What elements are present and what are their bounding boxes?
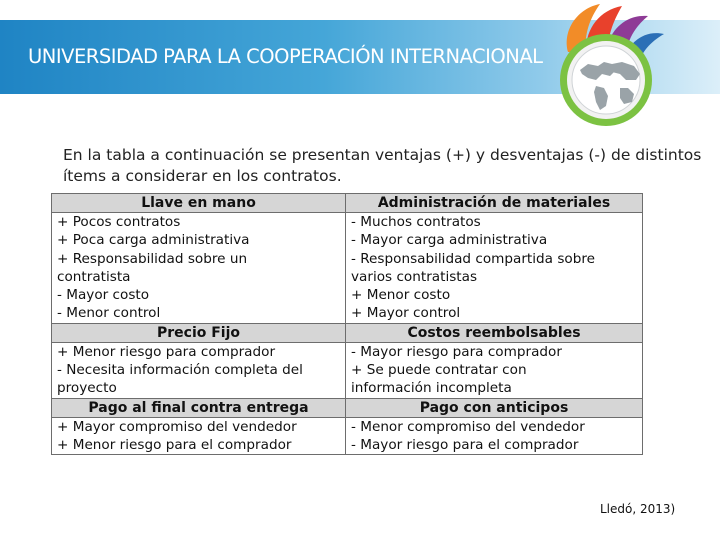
list-item: + Responsabilidad sobre un <box>57 250 248 267</box>
list-item: - Mayor costo <box>57 287 150 304</box>
table-header-cell: Precio Fijo <box>52 323 346 342</box>
list-item: + Menor costo <box>351 287 451 304</box>
list-item: + Menor riesgo para el comprador <box>57 436 292 453</box>
list-item: - Mayor carga administrativa <box>351 232 548 249</box>
list-item: varios contratistas <box>351 268 478 285</box>
table-header-row <box>52 398 643 417</box>
intro-paragraph: En la tabla a continuación se presentan ventajas (+) y desventajas (-) de distintos ítems a considerar en los contratos. <box>63 146 702 185</box>
list-item: - Menor control <box>57 305 161 322</box>
table-cell <box>346 417 643 455</box>
list-item: - Mayor riesgo para comprador <box>351 343 562 360</box>
table-cell <box>52 417 346 455</box>
list-item: + Menor riesgo para comprador <box>57 343 276 360</box>
list-item: - Muchos contratos <box>351 214 481 230</box>
list-item: - Necesita información completa del <box>57 362 303 379</box>
list-item: + Mayor compromiso del vendedor <box>57 418 297 435</box>
table-header-cell: Costos reembolsables <box>346 323 643 342</box>
list-item: + Poca carga administrativa <box>57 232 250 249</box>
table-header-row <box>52 323 643 342</box>
list-item: + Pocos contratos <box>57 214 181 230</box>
table-header-cell: Llave en mano <box>52 194 346 213</box>
university-logo-icon <box>540 0 670 140</box>
table-row <box>52 213 643 324</box>
list-item: contratista <box>57 268 131 285</box>
list-item: proyecto <box>57 380 117 397</box>
list-item: + Mayor control <box>351 305 461 322</box>
table-cell <box>52 213 346 324</box>
list-item: - Menor compromiso del vendedor <box>351 418 585 435</box>
table-header-cell: Administración de materiales <box>346 194 643 213</box>
table-cell <box>52 342 346 398</box>
citation: Lledó, 2013) <box>600 502 676 516</box>
table-header-cell: Pago al final contra entrega <box>52 398 346 417</box>
comparison-table <box>51 193 643 455</box>
list-item: información incompleta <box>351 380 512 397</box>
table-row <box>52 417 643 455</box>
table-cell <box>346 342 643 398</box>
table-cell <box>346 213 643 324</box>
list-item: + Se puede contratar con <box>351 362 527 379</box>
list-item: - Responsabilidad compartida sobre <box>351 250 595 267</box>
university-title: UNIVERSIDAD PARA LA COOPERACIÓN INTERNACIONAL <box>28 45 543 68</box>
table-header-row <box>52 194 643 213</box>
table-row <box>52 342 643 398</box>
list-item: - Mayor riesgo para el comprador <box>351 436 579 453</box>
table-header-cell: Pago con anticipos <box>346 398 643 417</box>
